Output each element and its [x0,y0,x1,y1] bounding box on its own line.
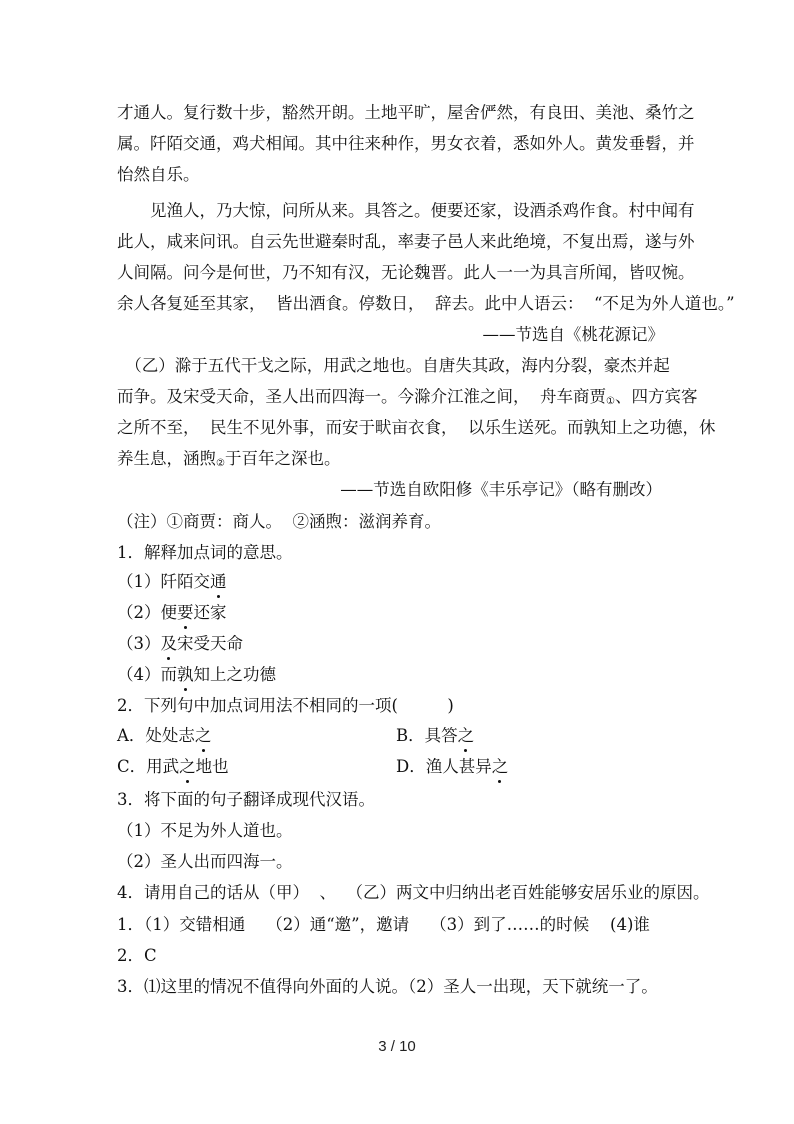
passage-b-line: 之所不至， 民生不见外事，而安于畎亩衣食， 以乐生送死。而孰知上之功德，休 [117,418,716,437]
q3-item: （2）圣人出而四海一。 [117,852,293,871]
passage-a-line: 属。阡陌交通，鸡犬相闻。其中往来种作，男女衣着，悉如外人。黄发垂髫，并 [117,134,695,153]
q1-item: （3）及宋受天命 [117,634,243,653]
passage-a-line: 才通人。复行数十步，豁然开朗。土地平旷，屋舍俨然，有良田、美池、桑竹之 [117,103,695,122]
passage-a-line: 此人，咸来问讯。自云先世避秦时乱，率妻子邑人来此绝境，不复出焉，遂与外 [117,232,695,251]
q3-item: （1）不足为外人道也。 [117,821,293,840]
passage-a-line: 人间隔。问今是何世，乃不知有汉，无论魏晋。此人一一为具言所闻，皆叹惋。 [117,263,695,282]
passage-a-line: 余人各复延至其家， 皆出酒食。停数日， 辞去。此中人语云： “不足为外人道也。” [117,294,735,313]
passage-a-line: 怡然自乐。 [117,165,200,184]
answer-2: 2．C [117,946,157,965]
q1-item: （1）阡陌交通 [117,572,227,591]
question-4-title: 4．请用自己的话从（甲） 、 （乙）两文中归纳出老百姓能够安居乐业的原因。 [117,883,710,902]
q1-item: （2）便要还家 [117,603,227,622]
passage-b-line: 养生息，涵煦②于百年之深也。 [117,449,341,469]
q2-option-b: B．具答之 [396,726,475,745]
passage-b-line: 而争。及宋受天命，圣人出而四海一。今滁介江淮之间， 舟车商贾①、四方宾客 [117,387,698,407]
question-1-title: 1．解释加点词的意思。 [117,543,293,562]
passage-a-source: ——节选自《桃花源记》 [482,325,664,344]
q2-option-a: A．处处志之 [117,726,212,745]
question-3-title: 3．将下面的句子翻译成现代汉语。 [117,790,375,809]
q2-option-d: D．渔人甚异之 [396,757,509,776]
passage-b-line: （乙）滁于五代干戈之际，用武之地也。自唐失其政，海内分裂，豪杰并起 [117,356,670,375]
q2-option-c: C．用武之地也 [117,757,229,776]
passage-a-line: 见渔人，乃大惊，问所从来。具答之。便要还家，设酒杀鸡作食。村中闻有 [117,201,695,220]
answer-3: 3．⑴这里的情况不值得向外面的人说。（2）圣人一出现，天下就统一了。 [117,977,658,996]
footnote: （注）①商贾：商人。 ②涵煦：滋润养育。 [117,512,441,531]
q1-item: （4）而孰知上之功德 [117,665,276,684]
footnote-marker-1: ① [606,396,615,407]
question-2-title: 2．下列句中加点词用法不相同的一项( ) [117,696,454,715]
footnote-marker-2: ② [216,458,225,469]
passage-b-source: ——节选自欧阳修《丰乐亭记》（略有删改） [340,480,662,499]
page-number: 3 / 10 [378,1038,416,1055]
answer-1: 1．（1）交错相通 （2）通“邀”，邀请 （3）到了……的时候 (4)谁 [117,915,650,934]
